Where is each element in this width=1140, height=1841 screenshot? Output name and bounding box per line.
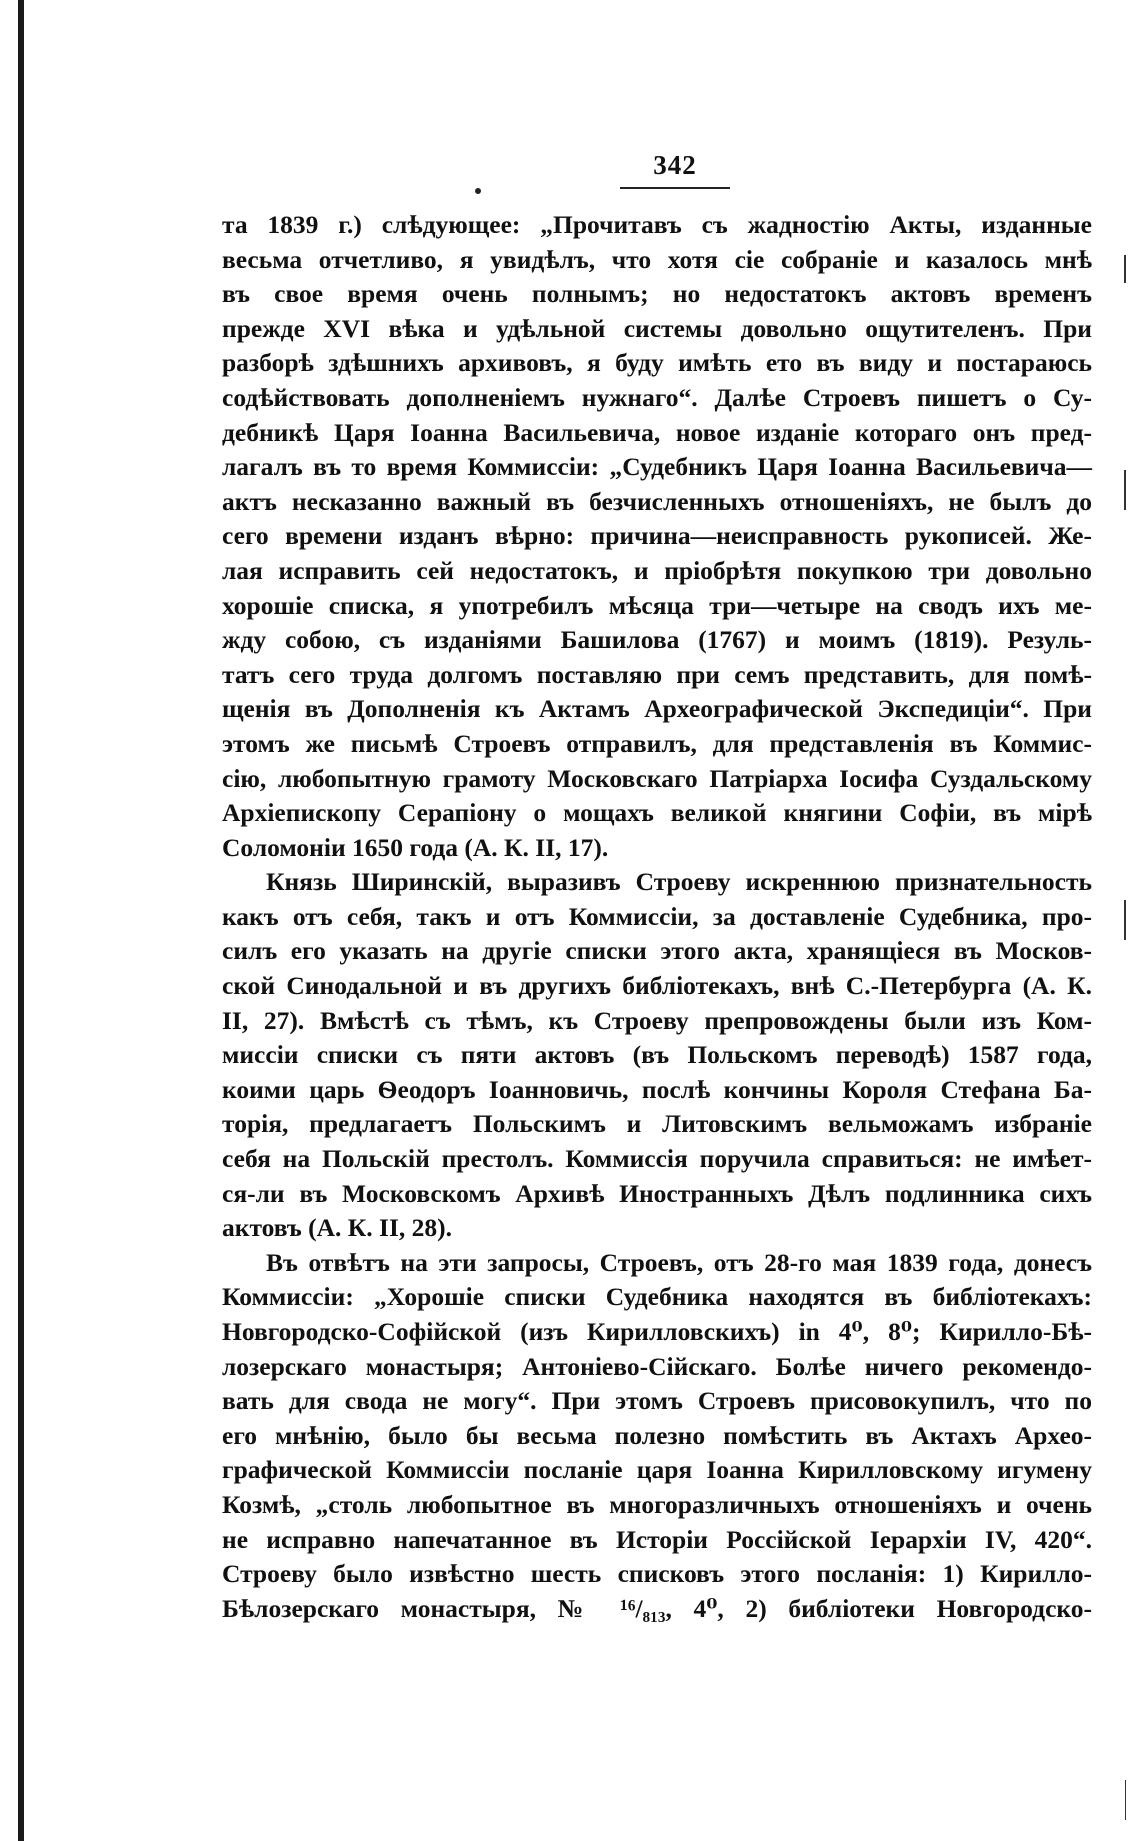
paragraph-2 <box>222 865 1092 1246</box>
text-line: жду собою, съ изданіями Башилова (1767) и моимъ (1819). Резуль- <box>222 625 1092 655</box>
text-line: Въ отвѣтъ на эти запросы, Строевъ, отъ 28-го мая 1839 года, донесъ <box>266 1247 1092 1277</box>
text-line: сію, любопытную грамоту Московскаго Патріарха Іосифа Суздальскому <box>222 763 1092 793</box>
text-line: лая исправить сей недостатокъ, и пріобрѣтя покупкою три довольно <box>222 555 1092 585</box>
ink-dot <box>475 188 481 194</box>
text-line: содѣйствовать дополненіемъ нужнаго“. Далѣе Строевъ пишетъ о Су- <box>222 382 1092 412</box>
text-line: щенія въ Дополненія къ Актамъ Археографической Экспедиціи“. При <box>222 694 1092 724</box>
scan-margin-mark <box>1125 1780 1126 1820</box>
text-line: графической Коммиссіи посланіе царя Іоанна Кирилловскому игумену <box>222 1455 1092 1485</box>
paragraph-3 <box>222 1246 1092 1627</box>
text-line: та 1839 г.) слѣдующее: „Прочитавъ съ жадностію Акты, изданные <box>222 210 1092 239</box>
scan-margin-mark <box>1124 255 1126 283</box>
text-line: дебникѣ Царя Іоанна Васильевича, новое изданіе котораго онъ пред- <box>222 417 1092 447</box>
body-text <box>222 208 1092 1626</box>
page-header <box>620 150 730 189</box>
text-line: Бѣлозерскаго монастыря, № ¹⁶/₈₁₃, 4⁰, 2) библіотеки Новгородско- <box>222 1593 1092 1623</box>
text-line: Коммиссіи: „Хорошіе списки Судебника находятся въ библіотекахъ: <box>222 1282 1092 1312</box>
text-line: торія, предлагаетъ Польскимъ и Литовскимъ вельможамъ избраніе <box>222 1109 1092 1139</box>
text-line: Новгородско-Софійской (изъ Кирилловскихъ) in 4⁰, 8⁰; Кирилло-Бѣ- <box>222 1317 1092 1346</box>
text-line: разборѣ здѣшнихъ архивовъ, я буду имѣть ето въ виду и постараюсь <box>222 348 1092 378</box>
header-rule <box>620 187 730 189</box>
scan-margin-mark <box>1124 470 1126 510</box>
scan-margin-mark <box>1124 900 1126 940</box>
text-line: актовъ (А. К. II, 28). <box>222 1213 452 1243</box>
text-line: его мнѣнію, было бы весьма полезно помѣстить въ Актахъ Археo- <box>222 1420 1092 1450</box>
text-line: Соломоніи 1650 года (А. К. II, 17). <box>222 832 609 862</box>
text-line: лозерскаго монастыря; Антоніево-Сійскаго. Болѣе ничего рекомендо- <box>222 1351 1092 1381</box>
text-line: актъ несказанно важный въ безчисленныхъ отношеніяхъ, не былъ до <box>222 486 1092 516</box>
text-line: татъ сего труда долгомъ поставляю при семъ представить, для помѣ- <box>222 659 1092 689</box>
text-line: этомъ же письмѣ Строевъ отправилъ, для представленія въ Коммис- <box>222 728 1092 758</box>
text-line: ся-ли въ Московскомъ Архивѣ Иностранныхъ Дѣлъ подлинника сихъ <box>222 1178 1092 1208</box>
paragraph-1 <box>222 208 1092 865</box>
text-line: Князь Ширинскій, выразивъ Строеву искреннюю признательность <box>266 867 1092 897</box>
text-line: коими царь Ѳеодоръ Іоанновичь, послѣ кончины Короля Стефана Ба- <box>222 1074 1092 1104</box>
text-line: въ свое время очень полнымъ; но недостатокъ актовъ временъ <box>222 279 1092 309</box>
text-line: II, 27). Вмѣстѣ съ тѣмъ, къ Строеву препровождены были изъ Ком- <box>222 1005 1092 1035</box>
text-line: миссіи списки съ пяти актовъ (въ Польскомъ переводѣ) 1587 года, <box>222 1040 1092 1070</box>
text-line: силъ его указать на другіе списки этого акта, хранящіеся въ Москов- <box>222 936 1092 966</box>
text-line: не исправно напечатанное въ Исторіи Россійской Іерархіи IV, 420“. <box>222 1524 1092 1554</box>
text-line: весьма отчетливо, я увидѣлъ, что хотя сіе собраніе и казалось мнѣ <box>222 244 1092 274</box>
text-line: лагалъ въ то время Коммиссіи: „Судебникъ Царя Іоанна Васильевича— <box>222 452 1092 482</box>
text-line: прежде XVI вѣка и удѣльной системы довольно ощутителенъ. При <box>222 313 1092 343</box>
page-number: 342 <box>653 150 697 180</box>
text-line: Архіепископу Серапіону о мощахъ великой княгини Софіи, въ мірѣ <box>222 798 1092 828</box>
text-line: вать для свода не могу“. При этомъ Строевъ присовокупилъ, что по <box>222 1386 1092 1416</box>
text-line: Строеву было извѣстно шесть списковъ этого посланія: 1) Кирилло- <box>222 1559 1092 1589</box>
text-line: Козмѣ, „столь любопытное въ многоразличныхъ отношеніяхъ и очень <box>222 1489 1092 1519</box>
text-line: хорошіе списка, я употребилъ мѣсяца три—четыре на сводъ ихъ ме- <box>222 590 1092 620</box>
text-line: ской Синодальной и въ другихъ библіотекахъ, внѣ С.-Петербурга (А. К. <box>222 971 1092 1001</box>
text-line: сего времени изданъ вѣрно: причина—неисправность рукописей. Же- <box>222 521 1092 551</box>
text-line: какъ отъ себя, такъ и отъ Коммиссіи, за доставленіе Судебника, про- <box>222 901 1092 931</box>
text-line: себя на Польскій престолъ. Коммиссія поручила справиться: не имѣет- <box>222 1144 1092 1174</box>
scan-binding-edge <box>18 0 24 1841</box>
